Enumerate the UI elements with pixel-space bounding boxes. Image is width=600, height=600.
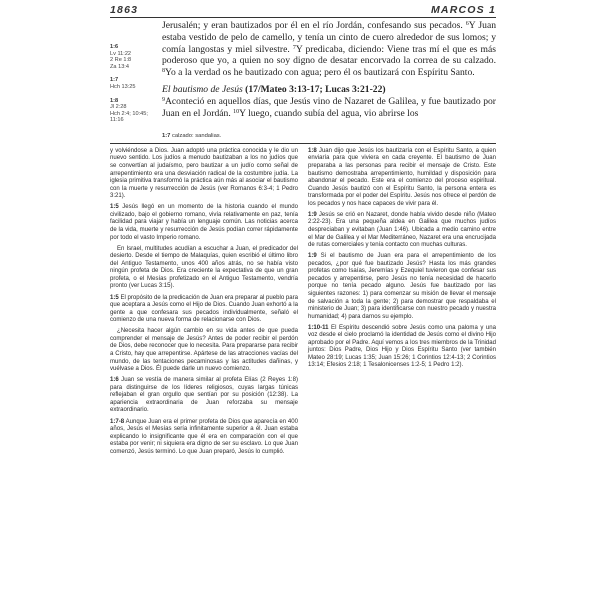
study-note — [110, 295, 298, 325]
note-label: 1:6 — [110, 377, 119, 384]
note-text: Jesús llegó en un momento de la historia cuando el mundo civilizado, bajo el gobierno romano, vivía relativamente en paz, tenía facilidad para viajar y había un lenguaje común. Las noticias acerca de la vida, muerte y resurrección de Jesús podían correr rápidamente por todo el vasto Imperio romano. — [110, 204, 298, 241]
verse-number: 6 — [465, 21, 469, 27]
note-label: 1:9 — [308, 253, 317, 260]
note-text: Juan se vestía de manera similar al profeta Elías (2 Reyes 1:8) para distinguirse de los líderes religiosos, cuyas largas túnicas reflejaban el gran orgullo que sentían por su posición (12:38). La apariencia extraordinaria de Juan reforzaba su mensaje extraordinario. — [110, 377, 298, 414]
verse-number: 10 — [233, 108, 240, 115]
cross-ref: 11:16 — [110, 117, 124, 124]
cross-ref-group — [110, 98, 162, 124]
book-chapter: MARCOS 1 — [430, 4, 496, 16]
note-text: En Israel, multitudes acudían a escuchar a Juan, el predicador del desierto. Desde el tiempo de Malaquías, quien escribió el último libro del Antiguo Testamento, unos 400 años atrás, no se había visto ningún profeta de Dios. Era creciente la expectativa de que un gran profeta, o el Mesías profetizado en el Antiguo Testamento, vendría pronto (ver Lucas 3:15). — [110, 245, 298, 290]
page-number: 1863 — [110, 4, 139, 16]
note-label: 1:8 — [308, 147, 317, 154]
cross-ref-group — [110, 77, 162, 90]
section-reference: (17/Mateo 3:13-17; Lucas 3:21-22) — [245, 83, 386, 95]
study-note — [110, 328, 298, 373]
cross-ref: Jl 2:28 — [110, 104, 127, 111]
study-note — [110, 377, 298, 415]
note-text: y volviéndose a Dios. Juan adoptó una práctica conocida y le dio un nuevo sentido. Los judíos a menudo bautizaban a los no judíos que se convertían al judaísmo, pero bautizar a un judío como señal de arrepentimiento era una desviación radical de la costumbre judía. La iglesia primitiva transformó la práctica aún más al asociar el bautismo con la muerte y resurrección de Jesús (ver Romanos 6:3-4; 1 Pedro 3:21). — [110, 147, 298, 200]
section-title: El bautismo de Jesús — [162, 83, 243, 95]
section-heading — [162, 84, 496, 96]
cross-reference-column — [110, 20, 162, 131]
note-label: 1:5 — [110, 204, 119, 211]
note-label: 1:9 — [308, 211, 317, 218]
cross-ref-key: 1:6 — [110, 44, 119, 50]
study-note — [110, 419, 298, 457]
cross-ref: Za 13:4 — [110, 63, 129, 70]
verse-paragraph — [162, 96, 496, 120]
note-label: 1:10-11 — [308, 324, 329, 331]
cross-ref-key: 1:7 — [110, 77, 119, 84]
scripture-block — [110, 20, 496, 131]
divider — [110, 143, 496, 144]
note-text: El Espíritu descendió sobre Jesús como una paloma y una voz desde el cielo proclamó la identidad de Jesús como el divino Hijo aprobado por el Padre. Aquí vemos a los tres miembros de la Trinidad juntos: Dios Padre, Dios Hijo y Dios Espíritu Santo (ver también Mateo 28:19; Lucas 1:35; Juan 15:26; 1 Corintios 12:4-13; 2 Corintios 13:14; Efesios 2:18; 1 Tesalonicenses 1:2-5; 1 Pedro 1:2). — [308, 324, 496, 369]
verse-number: 9 — [162, 96, 165, 103]
textual-note-key: 1:7 — [162, 132, 171, 139]
scripture-text — [162, 20, 496, 131]
study-note — [110, 204, 298, 242]
note-text: ¿Necesita hacer algún cambio en su vida antes de que pueda comprender el mensaje de Jesús? Antes de poder recibir el perdón de Dios, debe reconocer que lo necesita. Para prepararse para recibir a Cristo, hay que arrepentirse. Apártese de las atracciones vacías del mundo, de las tentaciones pecaminosas y las actitudes dañinas, y vuélvase a Dios. Él puede darle un nuevo comienzo. — [110, 328, 298, 373]
verse-text: Aconteció en aquellos días, que Jesús vino de Nazaret de Galilea, y fue bautizado por Juan en el Jordán. — [162, 95, 496, 119]
verse-number: 7 — [292, 44, 296, 51]
running-header — [110, 4, 496, 18]
verse-text: Y Juan estaba vestido de pelo de camello, y tenía un cinto de cuero alrededor de sus lomos; y comía langostas y miel silvestre. — [162, 20, 496, 55]
verse-text: Y predicaba, diciendo: Viene tras mí el que es más poderoso que yo, a quien no soy digno de desatar encorvado la correa de su calzado. — [162, 43, 496, 67]
textual-note-text: calzado: sandalias. — [172, 132, 222, 139]
note-text: Si el bautismo de Juan era para el arrepentimiento de los pecados, ¿por qué fue bautizado Jesús? Hasta los más grandes profetas como Isaías, Jeremías y Ezequiel tuvieron que confesar sus pecados y arrepentirse, pero Jesús no tenía necesidad de hacerlo porque no tenía pecado alguno. Jesús fue bautizado por las siguientes razones: 1) para comenzar su misión de llevar el mensaje de salvación a toda la gente; 2) para demostrar que respaldaba el ministerio de Juan; 3) para identificarse con nuestro pecado y nuestra humanidad; 4) para darnos su ejemplo. — [308, 253, 496, 320]
note-text: Aunque Juan era el primer profeta de Dios que aparecía en 400 años, Jesús el Mesías sería infinitamente superior a él. Juan estaba explicando lo insignificante que él era en comparación con el que estaba por venir; ni siquiera era digno de ser su esclavo. Lo que Juan comenzó, Jesús terminó. Lo que Juan preparó, Jesús lo cumplió. — [110, 418, 298, 455]
cross-ref: Hch 13:25 — [110, 83, 136, 90]
verse-text: Yo a la verdad os he bautizado con agua; pero él os bautizará con Espíritu Santo. — [165, 67, 475, 79]
study-note — [308, 212, 496, 250]
cross-ref: 2 Re 1:8 — [110, 57, 132, 64]
verse-text: Y luego, cuando subía del agua, vio abrirse los — [239, 107, 419, 119]
verse-text: Jerusalén; y eran bautizados por él en el río Jordán, confesando sus pecados. — [162, 20, 463, 31]
cross-ref-group — [110, 44, 162, 70]
cross-ref: Lv 11:22 — [110, 50, 132, 57]
verse-paragraph — [162, 20, 496, 79]
study-notes — [110, 148, 496, 460]
study-note — [308, 253, 496, 321]
cross-ref-key: 1:8 — [110, 97, 119, 104]
cross-ref: Hch 2:4; 10:45; — [110, 110, 148, 117]
study-notes-left — [110, 148, 298, 460]
study-note — [308, 325, 496, 370]
note-label: 1:5 — [110, 294, 119, 301]
note-text: El propósito de la predicación de Juan era preparar al pueblo para que aceptara a Jesús como el Hijo de Dios. Cuando Juan exhortó a la gente a que confesara sus pecados individualmente, señaló el comienzo de una nueva forma de relacionarse con Dios. — [110, 294, 298, 324]
study-note — [308, 148, 496, 208]
note-text: Juan dijo que Jesús los bautizaría con el Espíritu Santo, a quien enviaría para que viviera en cada creyente. El bautismo de Juan preparaba a las personas para recibir el mensaje de Cristo. Este bautismo demostraba arrepentimiento, humildad y disposición para abandonar el pecado. Este era el comienzo del proceso espiritual. Cuando Jesús bautizó con el Espíritu Santo, la persona entera es transformada por el poder del Espíritu. Jesús nos ofrece el perdón de los pecados y nos hace capaces de vivir para él. — [308, 147, 496, 207]
verse-number: 8 — [162, 68, 165, 75]
study-notes-right — [308, 148, 496, 460]
study-note — [110, 246, 298, 291]
note-label: 1:7-8 — [110, 418, 125, 425]
study-note — [110, 148, 298, 201]
textual-note — [162, 133, 496, 139]
note-text: Jesús se crió en Nazaret, donde había vivido desde niño (Mateo 2:22-23). Era una pequeña aldea en Galilea que muchos judíos despreciaban y evitaban (Juan 1:46). Ubicada a medio camino entre el Mar de Galilea y el Mar Mediterráneo, Nazaret era una encrucijada de rutas comerciales y tenía contacto con muchas culturas. — [308, 211, 496, 249]
